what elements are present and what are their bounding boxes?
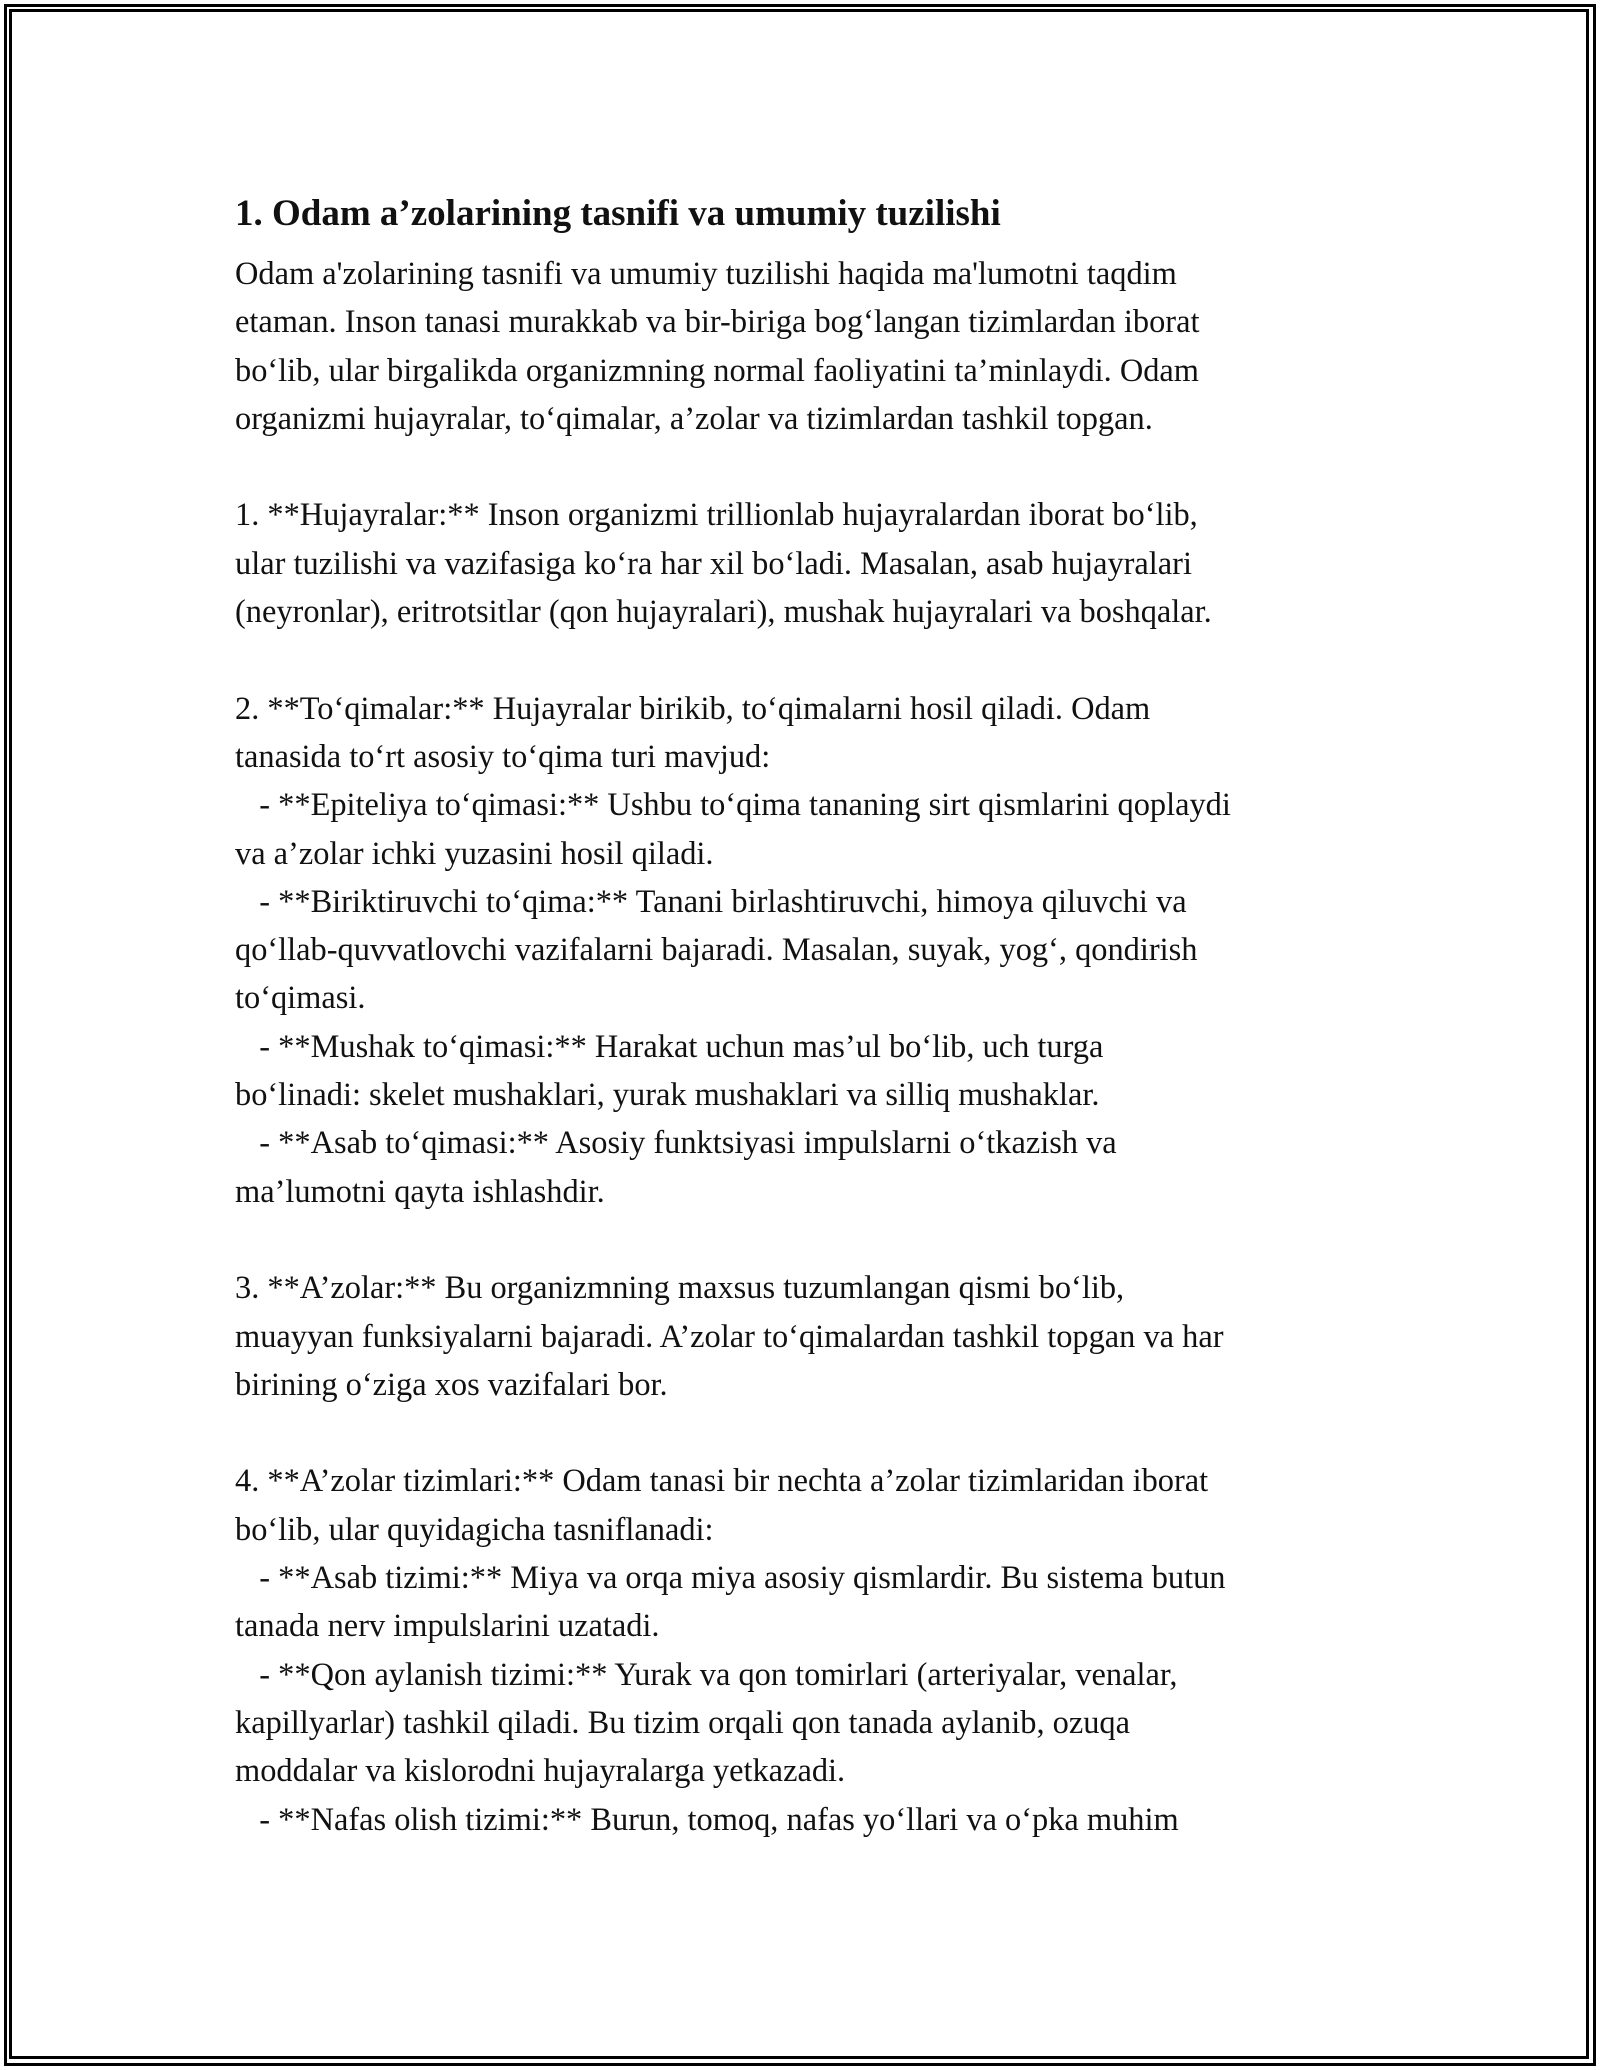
text-line: - **Asab to‘qimasi:** Asosiy funktsiyasi impulslarni o‘tkazish va — [235, 1125, 1117, 1162]
document-heading: 1. Odam a’zolarining tasnifi va umumiy tuzilishi — [235, 193, 1001, 234]
text-line: bo‘lib, ular quyidagicha tasniflanadi: — [235, 1511, 714, 1548]
text-line: to‘qimasi. — [235, 980, 366, 1017]
text-line: - **Mushak to‘qimasi:** Harakat uchun mas’ul bo‘lib, uch turga — [235, 1028, 1104, 1065]
document-text-lines — [235, 250, 1375, 1844]
text-line: ular tuzilishi va vazifasiga ko‘ra har xil bo‘ladi. Masalan, asab hujayralari — [235, 545, 1192, 582]
text-line: birining o‘ziga xos vazifalari bor. — [235, 1366, 668, 1403]
text-line: - **Biriktiruvchi to‘qima:** Tanani birlashtiruvchi, himoya qiluvchi va — [235, 883, 1187, 920]
text-line: organizmi hujayralar, to‘qimalar, a’zolar va tizimlardan tashkil topgan. — [235, 400, 1153, 437]
text-line: kapillyarlar) tashkil qiladi. Bu tizim orqali qon tanada aylanib, ozuqa — [235, 1704, 1130, 1741]
text-line: tanasida to‘rt asosiy to‘qima turi mavjud: — [235, 738, 771, 775]
text-line: bo‘lib, ular birgalikda organizmning normal faoliyatini ta’minlaydi. Odam — [235, 352, 1200, 389]
text-line: 2. **To‘qimalar:** Hujayralar birikib, to‘qimalarni hosil qiladi. Odam — [235, 690, 1151, 727]
blank-line — [235, 1409, 1375, 1457]
text-line: - **Qon aylanish tizimi:** Yurak va qon tomirlari (arteriyalar, venalar, — [235, 1656, 1178, 1693]
blank-line — [235, 443, 1375, 491]
text-line: tanada nerv impulslarini uzatadi. — [235, 1608, 660, 1645]
text-line: va a’zolar ichki yuzasini hosil qiladi. — [235, 835, 714, 872]
text-line: 1. **Hujayralar:** Inson organizmi trillionlab hujayralardan iborat bo‘lib, — [235, 497, 1198, 534]
blank-line — [235, 636, 1375, 684]
text-line: (neyronlar), eritrotsitlar (qon hujayralari), mushak hujayralari va boshqalar. — [235, 594, 1212, 631]
blank-line — [235, 1216, 1375, 1264]
text-line: Odam a'zolarining tasnifi va umumiy tuzilishi haqida ma'lumotni taqdim — [235, 256, 1177, 292]
text-line: muayyan funksiyalarni bajaradi. A’zolar to‘qimalardan tashkil topgan va har — [235, 1318, 1224, 1355]
text-line: - **Epiteliya to‘qimasi:** Ushbu to‘qima tananing sirt qismlarini qoplaydi — [235, 787, 1231, 824]
text-line: 4. **A’zolar tizimlari:** Odam tanasi bir nechta a’zolar tizimlaridan iborat — [235, 1463, 1209, 1500]
text-line: 3. **A’zolar:** Bu organizmning maxsus tuzumlangan qismi bo‘lib, — [235, 1270, 1125, 1307]
text-line: moddalar va kislorodni hujayralarga yetkazadi. — [235, 1753, 846, 1790]
text-line: bo‘linadi: skelet mushaklari, yurak mushaklari va silliq mushaklar. — [235, 1077, 1100, 1114]
text-line: - **Asab tizimi:** Miya va orqa miya asosiy qismlardir. Bu sistema butun — [235, 1560, 1226, 1597]
text-line: - **Nafas olish tizimi:** Burun, tomoq, nafas yo‘llari va o‘pka muhim — [235, 1801, 1179, 1838]
text-line: ma’lumotni qayta ishlashdir. — [235, 1173, 605, 1210]
document-body — [235, 186, 1375, 1844]
text-line: qo‘llab-quvvatlovchi vazifalarni bajaradi. Masalan, suyak, yog‘, qondirish — [235, 932, 1198, 969]
text-line: etaman. Inson tanasi murakkab va bir-biriga bog‘langan tizimlardan iborat — [235, 304, 1200, 341]
